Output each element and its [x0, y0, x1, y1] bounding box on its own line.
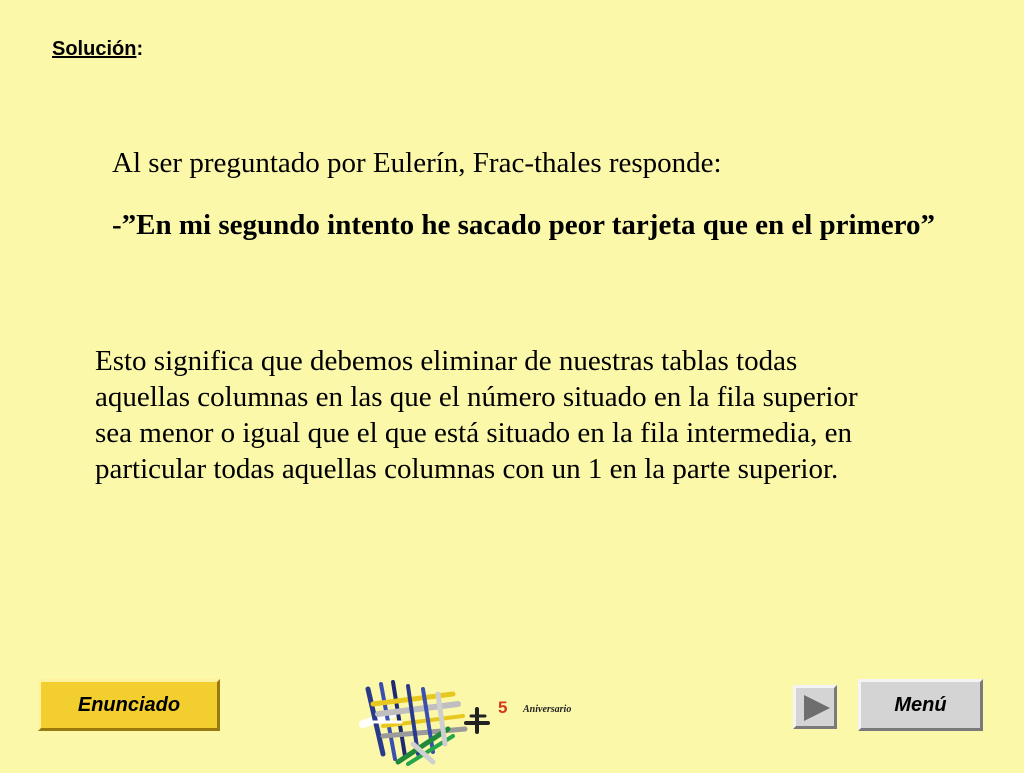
- heading-colon: :: [136, 38, 144, 60]
- intro-text: Al ser preguntado por Eulerín, Frac-thales responde:: [112, 147, 722, 179]
- logo-number: 5: [498, 698, 508, 717]
- menu-button[interactable]: Menú: [858, 679, 983, 731]
- explanation-paragraph: Esto significa que debemos eliminar de nuestras tablas todas aquellas columnas en las que el número situado en la fila superior sea menor o igual que el que está situado en la fila intermedia, en particular todas aquellas columnas con un 1 en la parte superior.: [95, 345, 858, 485]
- quote-text: -”En mi segundo intento he sacado peor tarjeta que en el primero”: [112, 209, 935, 241]
- logo-graphic-icon: [353, 674, 593, 768]
- page-heading: [52, 38, 143, 61]
- play-triangle-icon: [800, 692, 832, 724]
- enunciado-button[interactable]: Enunciado: [38, 679, 220, 731]
- logo-text: Aniversario: [523, 704, 572, 715]
- next-button[interactable]: [793, 685, 837, 729]
- heading-label: Solución: [52, 38, 137, 60]
- anniversary-logo: [353, 674, 593, 768]
